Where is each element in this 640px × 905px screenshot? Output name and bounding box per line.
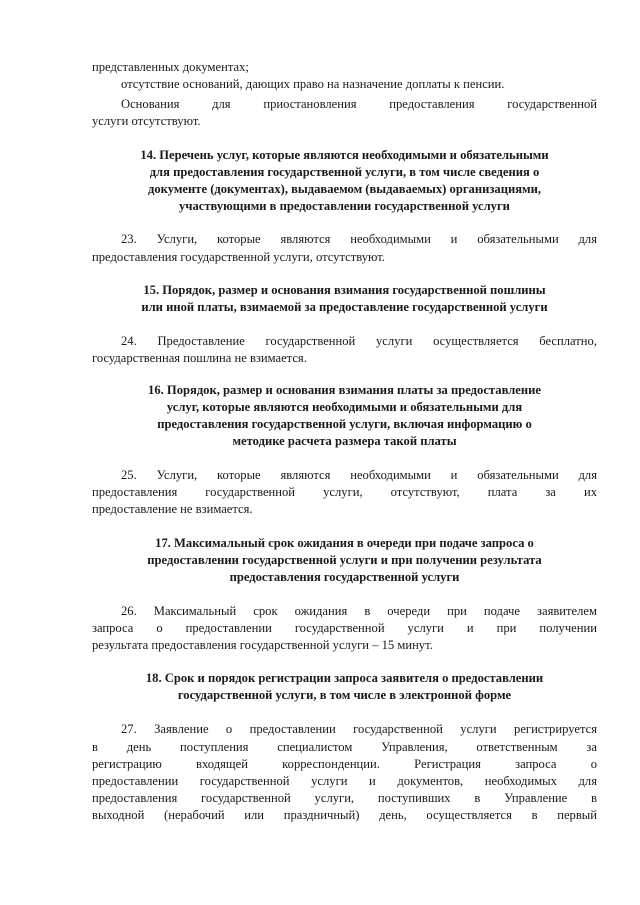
section-14-heading: участвующими в предоставлении государственной услуги (179, 199, 510, 213)
section-17-heading: предоставлении государственной услуги и при получении результата (147, 553, 542, 567)
body-line: выходной (нерабочий или праздничный) день, осуществляется в первый (92, 808, 597, 822)
body-line: предоставления государственной услуги, поступивших в Управление в (92, 791, 597, 805)
section-14-heading: 14. Перечень услуг, которые являются необходимыми и обязательными (140, 148, 549, 162)
body-line: 23. Услуги, которые являются необходимыми и обязательными для (121, 232, 597, 246)
body-line: предоставления государственной услуги, отсутствуют. (92, 250, 385, 264)
body-line: 25. Услуги, которые являются необходимыми и обязательными для (121, 468, 597, 482)
section-14-heading: для предоставления государственной услуги, в том числе сведения о (149, 165, 540, 179)
section-18-heading: государственной услуги, в том числе в электронной форме (177, 688, 512, 702)
body-line: Основания для приостановления предоставления государственной (121, 97, 597, 111)
section-18-heading: 18. Срок и порядок регистрации запроса заявителя о предоставлении (145, 671, 544, 685)
body-line: предоставления государственной услуги, отсутствуют, плата за их (92, 485, 597, 499)
body-line: предоставлении государственной услуги и документов, необходимых для (92, 774, 597, 788)
body-line: 24. Предоставление государственной услуги осуществляется бесплатно, (121, 334, 597, 348)
body-line: регистрацию входящей корреспонденции. Регистрация запроса о (92, 757, 597, 771)
section-15-heading: или иной платы, взимаемой за предоставление государственной услуги (141, 300, 548, 314)
body-line: государственная пошлина не взимается. (92, 351, 307, 365)
body-line: предоставление не взимается. (92, 502, 253, 516)
body-line: 27. Заявление о предоставлении государственной услуги регистрируется (121, 722, 597, 736)
body-line: представленных документах; (92, 60, 249, 74)
section-16-heading: предоставления государственной услуги, включая информацию о (157, 417, 532, 431)
section-16-heading: 16. Порядок, размер и основания взимания платы за предоставление (148, 383, 541, 397)
section-16-heading: методике расчета размера такой платы (232, 434, 457, 448)
section-14-heading: документе (документах), выдаваемом (выдаваемых) организациями, (147, 182, 542, 196)
section-15-heading: 15. Порядок, размер и основания взимания государственной пошлины (143, 283, 546, 297)
section-17-heading: предоставления государственной услуги (229, 570, 460, 584)
body-line: услуги отсутствуют. (92, 114, 201, 128)
body-line: запроса о предоставлении государственной услуги и при получении (92, 621, 597, 635)
body-line: отсутствие оснований, дающих право на назначение доплаты к пенсии. (121, 77, 505, 91)
section-17-heading: 17. Максимальный срок ожидания в очереди при подаче запроса о (155, 536, 534, 550)
body-line: результата предоставления государственной услуги – 15 минут. (92, 638, 433, 652)
section-16-heading: услуг, которые являются необходимыми и обязательными для (166, 400, 523, 414)
body-line: в день поступления специалистом Управления, ответственным за (92, 740, 597, 754)
body-line: 26. Максимальный срок ожидания в очереди при подаче заявителем (121, 604, 597, 618)
